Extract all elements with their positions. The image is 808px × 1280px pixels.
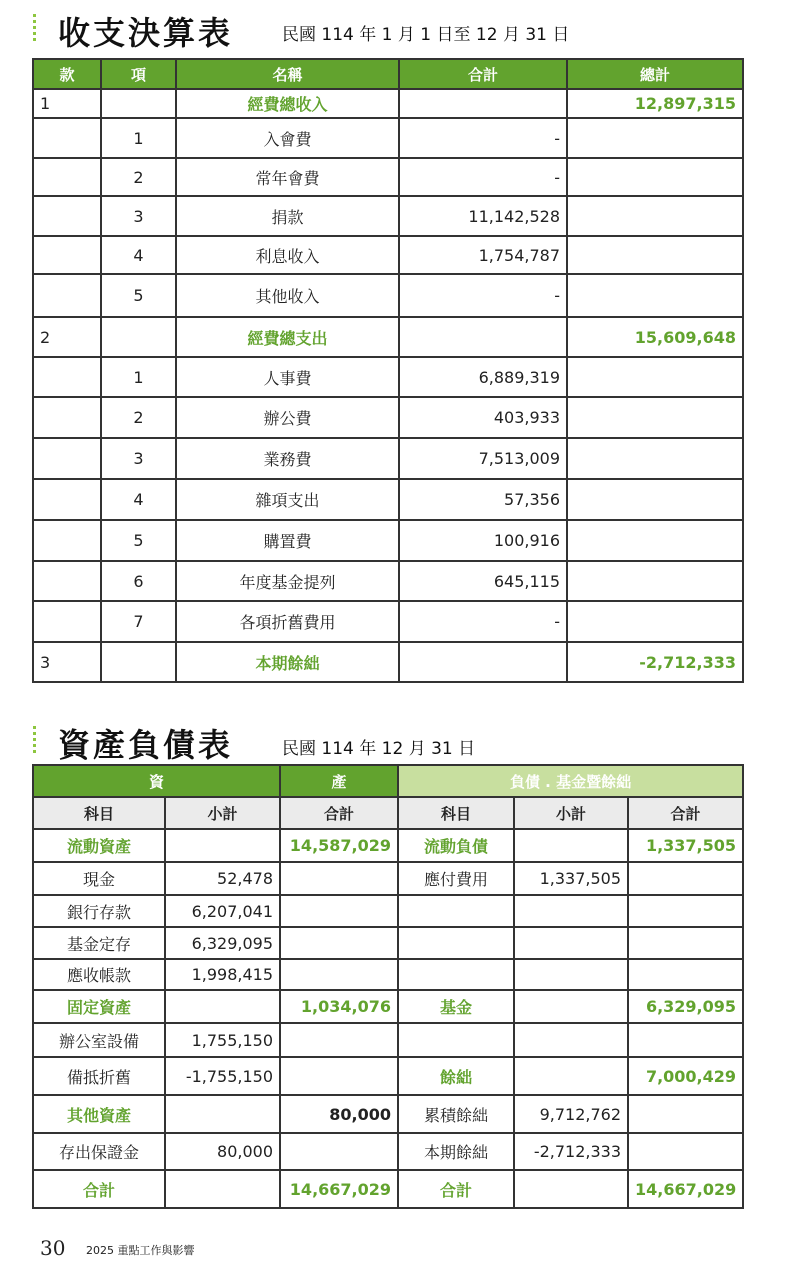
- liability-item: 基金: [398, 990, 514, 1023]
- liability-subtotal: [514, 927, 628, 959]
- balance-sheet-table: [32, 764, 744, 1209]
- row-name: 經費總支出: [176, 317, 399, 357]
- row-kuan: 2: [33, 317, 101, 357]
- row-kuan: 1: [33, 89, 101, 118]
- title-decoration: [33, 726, 36, 756]
- asset-item: 備抵折舊: [33, 1057, 165, 1095]
- row-name: 其他收入: [176, 274, 399, 317]
- liability-subtotal: [514, 895, 628, 927]
- row-total: [567, 118, 743, 158]
- row-kuan: [33, 479, 101, 520]
- asset-item: 現金: [33, 862, 165, 895]
- liability-item: 應付費用: [398, 862, 514, 895]
- income-row: [33, 479, 743, 520]
- sub-header-liab-subtotal: 小計: [514, 797, 628, 829]
- asset-total: [280, 959, 398, 990]
- row-subtotal: 645,115: [399, 561, 567, 601]
- balance-header-row: [33, 765, 743, 797]
- income-row: [33, 520, 743, 561]
- row-total: [567, 601, 743, 642]
- income-row: [33, 642, 743, 682]
- income-row: [33, 438, 743, 479]
- liability-subtotal: 1,337,505: [514, 862, 628, 895]
- row-xiang: 1: [101, 118, 176, 158]
- income-row: [33, 196, 743, 236]
- balance-row: [33, 927, 743, 959]
- row-name: 業務費: [176, 438, 399, 479]
- liability-subtotal: [514, 1023, 628, 1057]
- asset-total: 14,667,029: [280, 1170, 398, 1208]
- liability-total: [628, 1133, 743, 1170]
- row-total: 12,897,315: [567, 89, 743, 118]
- row-xiang: 1: [101, 357, 176, 397]
- asset-total: [280, 895, 398, 927]
- balance-row: [33, 990, 743, 1023]
- row-name: 常年會費: [176, 158, 399, 196]
- asset-item: 存出保證金: [33, 1133, 165, 1170]
- row-xiang: 7: [101, 601, 176, 642]
- liability-item: [398, 895, 514, 927]
- income-row: [33, 236, 743, 274]
- row-total: [567, 236, 743, 274]
- row-subtotal: -: [399, 158, 567, 196]
- liability-total: 1,337,505: [628, 829, 743, 862]
- row-name: 人事費: [176, 357, 399, 397]
- sub-header-asset-item: 科目: [33, 797, 165, 829]
- row-kuan: [33, 561, 101, 601]
- balance-subheader-row: [33, 797, 743, 829]
- row-kuan: [33, 397, 101, 438]
- asset-subtotal: 6,207,041: [165, 895, 280, 927]
- income-row: [33, 357, 743, 397]
- row-xiang: [101, 89, 176, 118]
- row-subtotal: 7,513,009: [399, 438, 567, 479]
- header-total: 總計: [567, 59, 743, 89]
- assets-header-right: 產: [280, 765, 398, 797]
- row-subtotal: [399, 89, 567, 118]
- asset-total: 80,000: [280, 1095, 398, 1133]
- liability-subtotal: [514, 990, 628, 1023]
- row-kuan: [33, 601, 101, 642]
- row-subtotal: [399, 642, 567, 682]
- row-kuan: [33, 438, 101, 479]
- row-name: 各項折舊費用: [176, 601, 399, 642]
- income-statement-table: [32, 58, 744, 683]
- asset-item: 基金定存: [33, 927, 165, 959]
- row-total: [567, 274, 743, 317]
- asset-item: 應收帳款: [33, 959, 165, 990]
- row-name: 辦公費: [176, 397, 399, 438]
- page-number: 30: [40, 1236, 66, 1260]
- liability-total: [628, 959, 743, 990]
- row-subtotal: -: [399, 274, 567, 317]
- income-row: [33, 317, 743, 357]
- row-name: 利息收入: [176, 236, 399, 274]
- asset-total: 14,587,029: [280, 829, 398, 862]
- liability-subtotal: [514, 959, 628, 990]
- row-kuan: [33, 196, 101, 236]
- row-name: 本期餘絀: [176, 642, 399, 682]
- row-xiang: 4: [101, 479, 176, 520]
- asset-total: 1,034,076: [280, 990, 398, 1023]
- asset-subtotal: -1,755,150: [165, 1057, 280, 1095]
- row-xiang: [101, 317, 176, 357]
- row-subtotal: 1,754,787: [399, 236, 567, 274]
- row-total: 15,609,648: [567, 317, 743, 357]
- income-row: [33, 601, 743, 642]
- row-subtotal: -: [399, 601, 567, 642]
- row-kuan: [33, 158, 101, 196]
- row-subtotal: 57,356: [399, 479, 567, 520]
- row-total: [567, 158, 743, 196]
- row-subtotal: 6,889,319: [399, 357, 567, 397]
- income-row: [33, 274, 743, 317]
- row-subtotal: 100,916: [399, 520, 567, 561]
- income-header-row: [33, 59, 743, 89]
- income-row: [33, 158, 743, 196]
- balance-row: [33, 1023, 743, 1057]
- sub-header-asset-total: 合計: [280, 797, 398, 829]
- balance-row: [33, 1095, 743, 1133]
- income-statement-date: 民國 114 年 1 月 1 日至 12 月 31 日: [282, 25, 570, 45]
- row-xiang: 5: [101, 274, 176, 317]
- liability-subtotal: -2,712,333: [514, 1133, 628, 1170]
- asset-total: [280, 1023, 398, 1057]
- balance-row: [33, 1057, 743, 1095]
- liability-item: [398, 927, 514, 959]
- row-total: [567, 520, 743, 561]
- asset-item: 辦公室設備: [33, 1023, 165, 1057]
- liability-item: 餘絀: [398, 1057, 514, 1095]
- row-total: [567, 438, 743, 479]
- title-decoration: [33, 14, 36, 44]
- row-total: [567, 561, 743, 601]
- liability-subtotal: 9,712,762: [514, 1095, 628, 1133]
- row-total: [567, 397, 743, 438]
- asset-subtotal: [165, 829, 280, 862]
- sub-header-asset-subtotal: 小計: [165, 797, 280, 829]
- asset-total: [280, 1057, 398, 1095]
- row-name: 入會費: [176, 118, 399, 158]
- liability-item: 合計: [398, 1170, 514, 1208]
- liability-total: 14,667,029: [628, 1170, 743, 1208]
- row-total: [567, 479, 743, 520]
- liability-total: 7,000,429: [628, 1057, 743, 1095]
- asset-subtotal: 1,755,150: [165, 1023, 280, 1057]
- income-row: [33, 118, 743, 158]
- liabilities-header: 負債 . 基金暨餘絀: [398, 765, 743, 797]
- asset-subtotal: [165, 1095, 280, 1133]
- row-xiang: 3: [101, 196, 176, 236]
- liability-total: [628, 1023, 743, 1057]
- row-total: [567, 196, 743, 236]
- balance-row: [33, 895, 743, 927]
- liability-subtotal: [514, 829, 628, 862]
- row-name: 雜項支出: [176, 479, 399, 520]
- income-row: [33, 561, 743, 601]
- row-xiang: 3: [101, 438, 176, 479]
- asset-item: 其他資產: [33, 1095, 165, 1133]
- liability-item: [398, 959, 514, 990]
- liability-total: [628, 1095, 743, 1133]
- asset-total: [280, 862, 398, 895]
- liability-item: [398, 1023, 514, 1057]
- liability-total: [628, 862, 743, 895]
- income-statement-title: 收支決算表: [58, 14, 234, 52]
- row-xiang: 2: [101, 397, 176, 438]
- income-row: [33, 89, 743, 118]
- liability-subtotal: [514, 1170, 628, 1208]
- balance-row: [33, 959, 743, 990]
- balance-sheet-date: 民國 114 年 12 月 31 日: [282, 739, 476, 759]
- asset-subtotal: 6,329,095: [165, 927, 280, 959]
- asset-subtotal: [165, 990, 280, 1023]
- row-kuan: [33, 118, 101, 158]
- asset-item: 固定資產: [33, 990, 165, 1023]
- row-subtotal: [399, 317, 567, 357]
- row-xiang: [101, 642, 176, 682]
- row-kuan: [33, 520, 101, 561]
- asset-item: 合計: [33, 1170, 165, 1208]
- asset-subtotal: [165, 1170, 280, 1208]
- row-total: -2,712,333: [567, 642, 743, 682]
- row-kuan: [33, 357, 101, 397]
- row-xiang: 2: [101, 158, 176, 196]
- row-name: 捐款: [176, 196, 399, 236]
- asset-subtotal: 52,478: [165, 862, 280, 895]
- asset-total: [280, 927, 398, 959]
- row-total: [567, 357, 743, 397]
- row-xiang: 6: [101, 561, 176, 601]
- balance-row: [33, 1170, 743, 1208]
- footer-text: 2025 重點工作與影響: [86, 1244, 195, 1257]
- liability-total: [628, 927, 743, 959]
- row-name: 經費總收入: [176, 89, 399, 118]
- row-name: 購置費: [176, 520, 399, 561]
- liability-subtotal: [514, 1057, 628, 1095]
- balance-row: [33, 829, 743, 862]
- header-name: 名稱: [176, 59, 399, 89]
- row-kuan: [33, 274, 101, 317]
- row-xiang: 4: [101, 236, 176, 274]
- row-subtotal: -: [399, 118, 567, 158]
- income-row: [33, 397, 743, 438]
- asset-subtotal: 80,000: [165, 1133, 280, 1170]
- row-name: 年度基金提列: [176, 561, 399, 601]
- liability-item: 流動負債: [398, 829, 514, 862]
- row-kuan: 3: [33, 642, 101, 682]
- assets-header-left: 資: [33, 765, 280, 797]
- header-kuan: 款: [33, 59, 101, 89]
- liability-total: [628, 895, 743, 927]
- liability-item: 累積餘絀: [398, 1095, 514, 1133]
- asset-total: [280, 1133, 398, 1170]
- balance-row: [33, 862, 743, 895]
- liability-item: 本期餘絀: [398, 1133, 514, 1170]
- sub-header-liab-item: 科目: [398, 797, 514, 829]
- row-kuan: [33, 236, 101, 274]
- asset-subtotal: 1,998,415: [165, 959, 280, 990]
- asset-item: 流動資產: [33, 829, 165, 862]
- balance-row: [33, 1133, 743, 1170]
- header-xiang: 項: [101, 59, 176, 89]
- balance-sheet-title: 資產負債表: [58, 726, 234, 764]
- row-xiang: 5: [101, 520, 176, 561]
- liability-total: 6,329,095: [628, 990, 743, 1023]
- row-subtotal: 403,933: [399, 397, 567, 438]
- asset-item: 銀行存款: [33, 895, 165, 927]
- row-subtotal: 11,142,528: [399, 196, 567, 236]
- sub-header-liab-total: 合計: [628, 797, 743, 829]
- header-subtotal: 合計: [399, 59, 567, 89]
